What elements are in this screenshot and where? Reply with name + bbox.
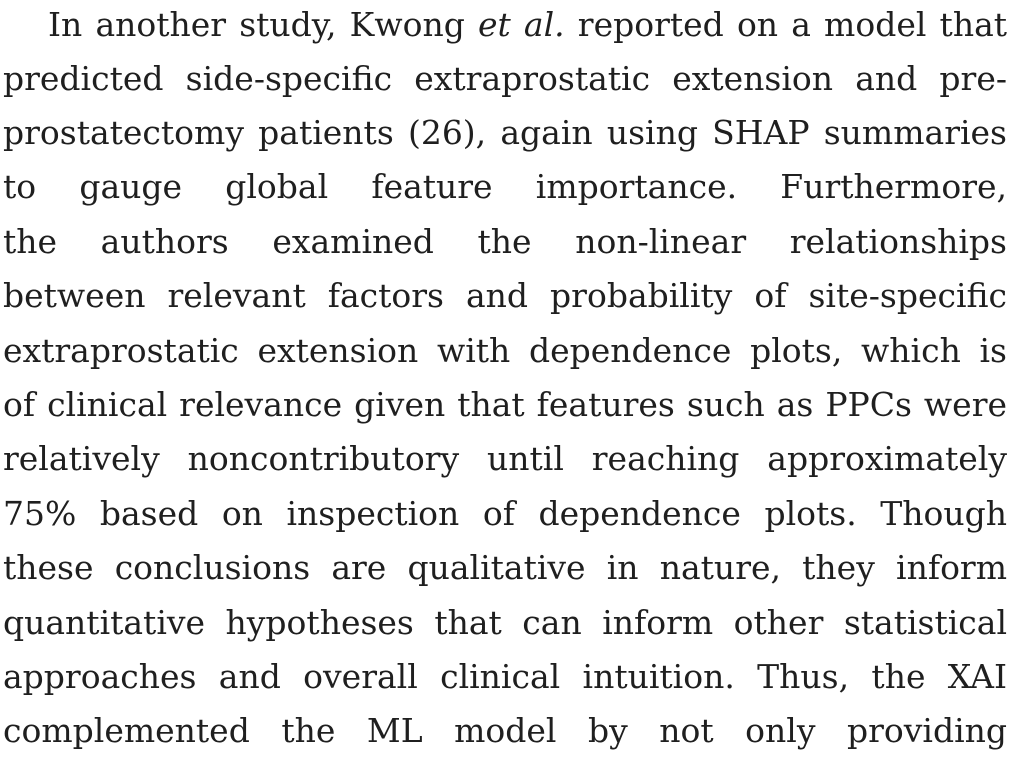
line-text: reported on a model that — [564, 5, 1008, 44]
paragraph-line: to gauge global feature importance. Furthermore, — [3, 167, 1007, 206]
line-text: In another study, Kwong — [48, 5, 478, 44]
paragraph-line: of clinical relevance given that features such as PPCs were — [3, 385, 1007, 424]
paragraph-line: complemented the ML model by not only providing — [3, 711, 1007, 750]
paragraph-line: extraprostatic extension with dependence plots, which is — [3, 331, 1007, 370]
paragraph-line: relatively noncontributory until reaching approximately — [3, 439, 1007, 478]
paragraph-line: the authors examined the non-linear relationships — [3, 222, 1007, 261]
paragraph-line — [48, 0, 1007, 52]
paragraph-line: quantitative hypotheses that can inform other statistical — [3, 603, 1007, 642]
paragraph-line: approaches and overall clinical intuition. Thus, the XAI — [3, 657, 1007, 696]
italic-citation: et al. — [477, 5, 565, 44]
paragraph-line: these conclusions are qualitative in nature, they inform — [3, 548, 1007, 587]
paragraph-line: prostatectomy patients (26), again using SHAP summaries — [3, 113, 1007, 152]
paragraph-line: 75% based on inspection of dependence plots. Though — [3, 494, 1007, 533]
paragraph-line: predicted side-specific extraprostatic extension and pre- — [3, 59, 1007, 98]
paragraph-line: between relevant factors and probability of site-specific — [3, 276, 1007, 315]
